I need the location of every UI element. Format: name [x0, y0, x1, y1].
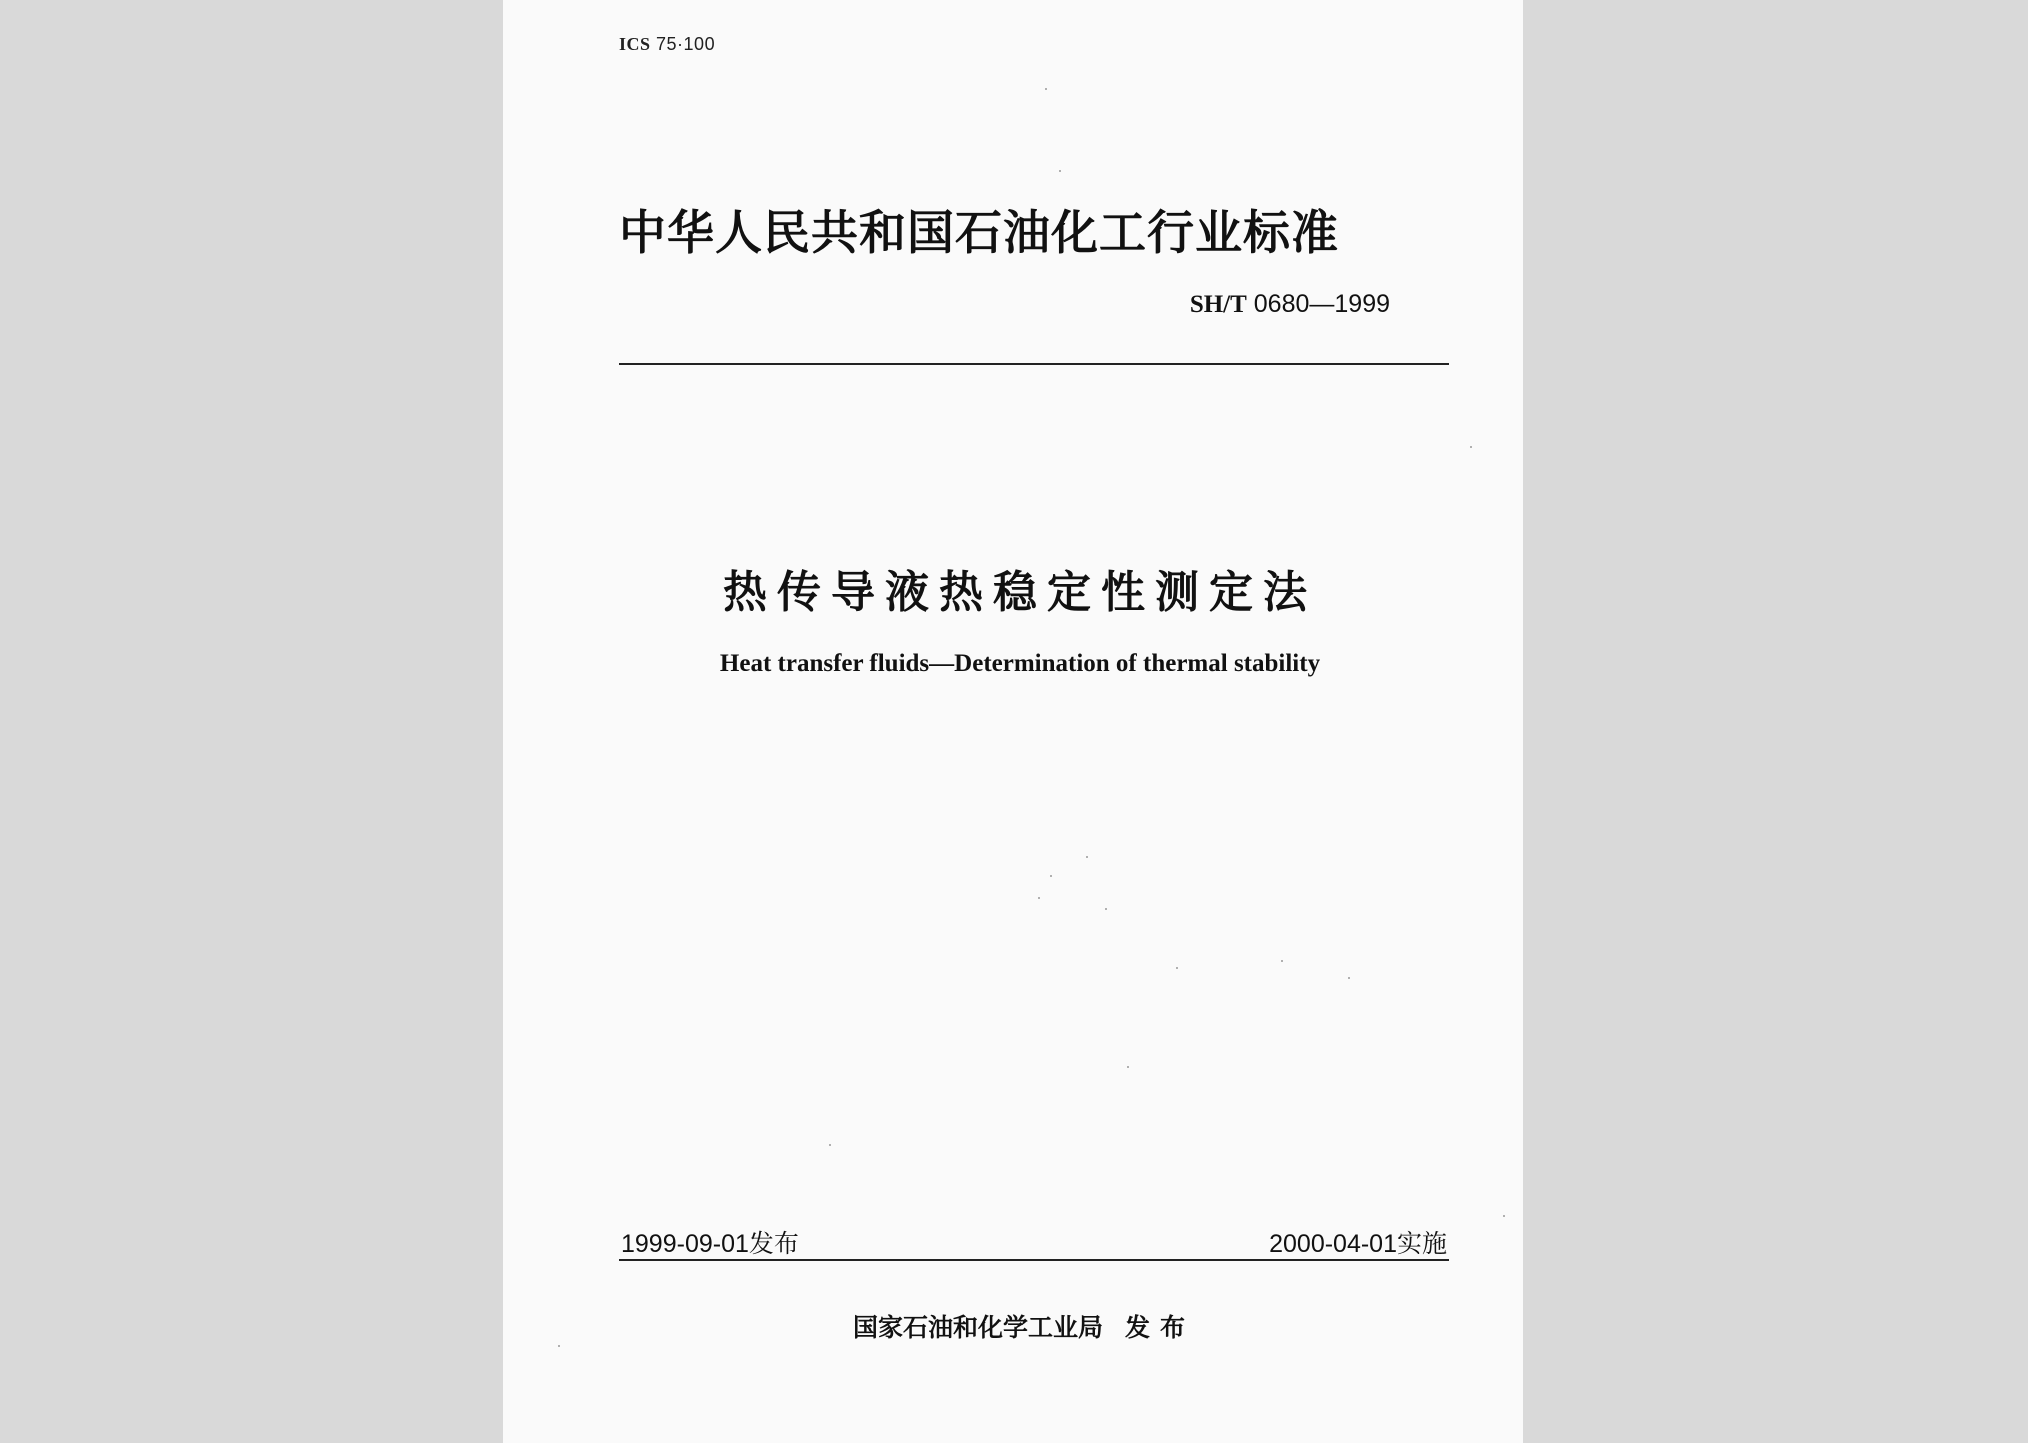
ics-code: [619, 34, 715, 55]
standard-code-number: 0680—1999: [1253, 290, 1390, 318]
scan-speck: [1503, 1215, 1505, 1217]
ics-prefix: ICS: [619, 34, 651, 54]
scan-speck: [1050, 875, 1052, 877]
subtitle-english: Heat transfer fluids—Determination of thermal stability: [719, 650, 1321, 677]
scan-speck: [829, 1144, 831, 1146]
issue-date: 1999-09-01发布: [621, 1230, 799, 1258]
scan-speck: [1348, 977, 1350, 979]
bottom-divider: [619, 1259, 1449, 1261]
scan-speck: [1127, 1066, 1129, 1068]
publisher-verb: 发布: [1125, 1313, 1196, 1342]
scan-speck: [1105, 908, 1107, 910]
scan-speck: [558, 1345, 560, 1347]
effective-date: 2000-04-01实施: [1269, 1230, 1447, 1258]
ics-number: 75·100: [656, 34, 716, 54]
scan-speck: [1086, 856, 1088, 858]
scan-speck: [1045, 88, 1047, 90]
scan-speck: [1059, 170, 1061, 172]
standard-code: [1190, 290, 1390, 319]
scan-speck: [1470, 446, 1472, 448]
subtitle-chinese: 热传导液热稳定性测定法: [723, 567, 1317, 618]
main-title: 中华人民共和国石油化工行业标准: [619, 206, 1339, 261]
top-divider: [619, 363, 1449, 365]
standard-code-prefix: SH/T: [1189, 291, 1247, 318]
document-page: [503, 0, 1523, 1443]
publisher-line: [503, 1308, 1523, 1344]
scan-speck: [1038, 897, 1040, 899]
scan-speck: [1281, 960, 1283, 962]
publisher-name: 国家石油和化学工业局: [852, 1313, 1103, 1342]
scan-speck: [1176, 967, 1178, 969]
